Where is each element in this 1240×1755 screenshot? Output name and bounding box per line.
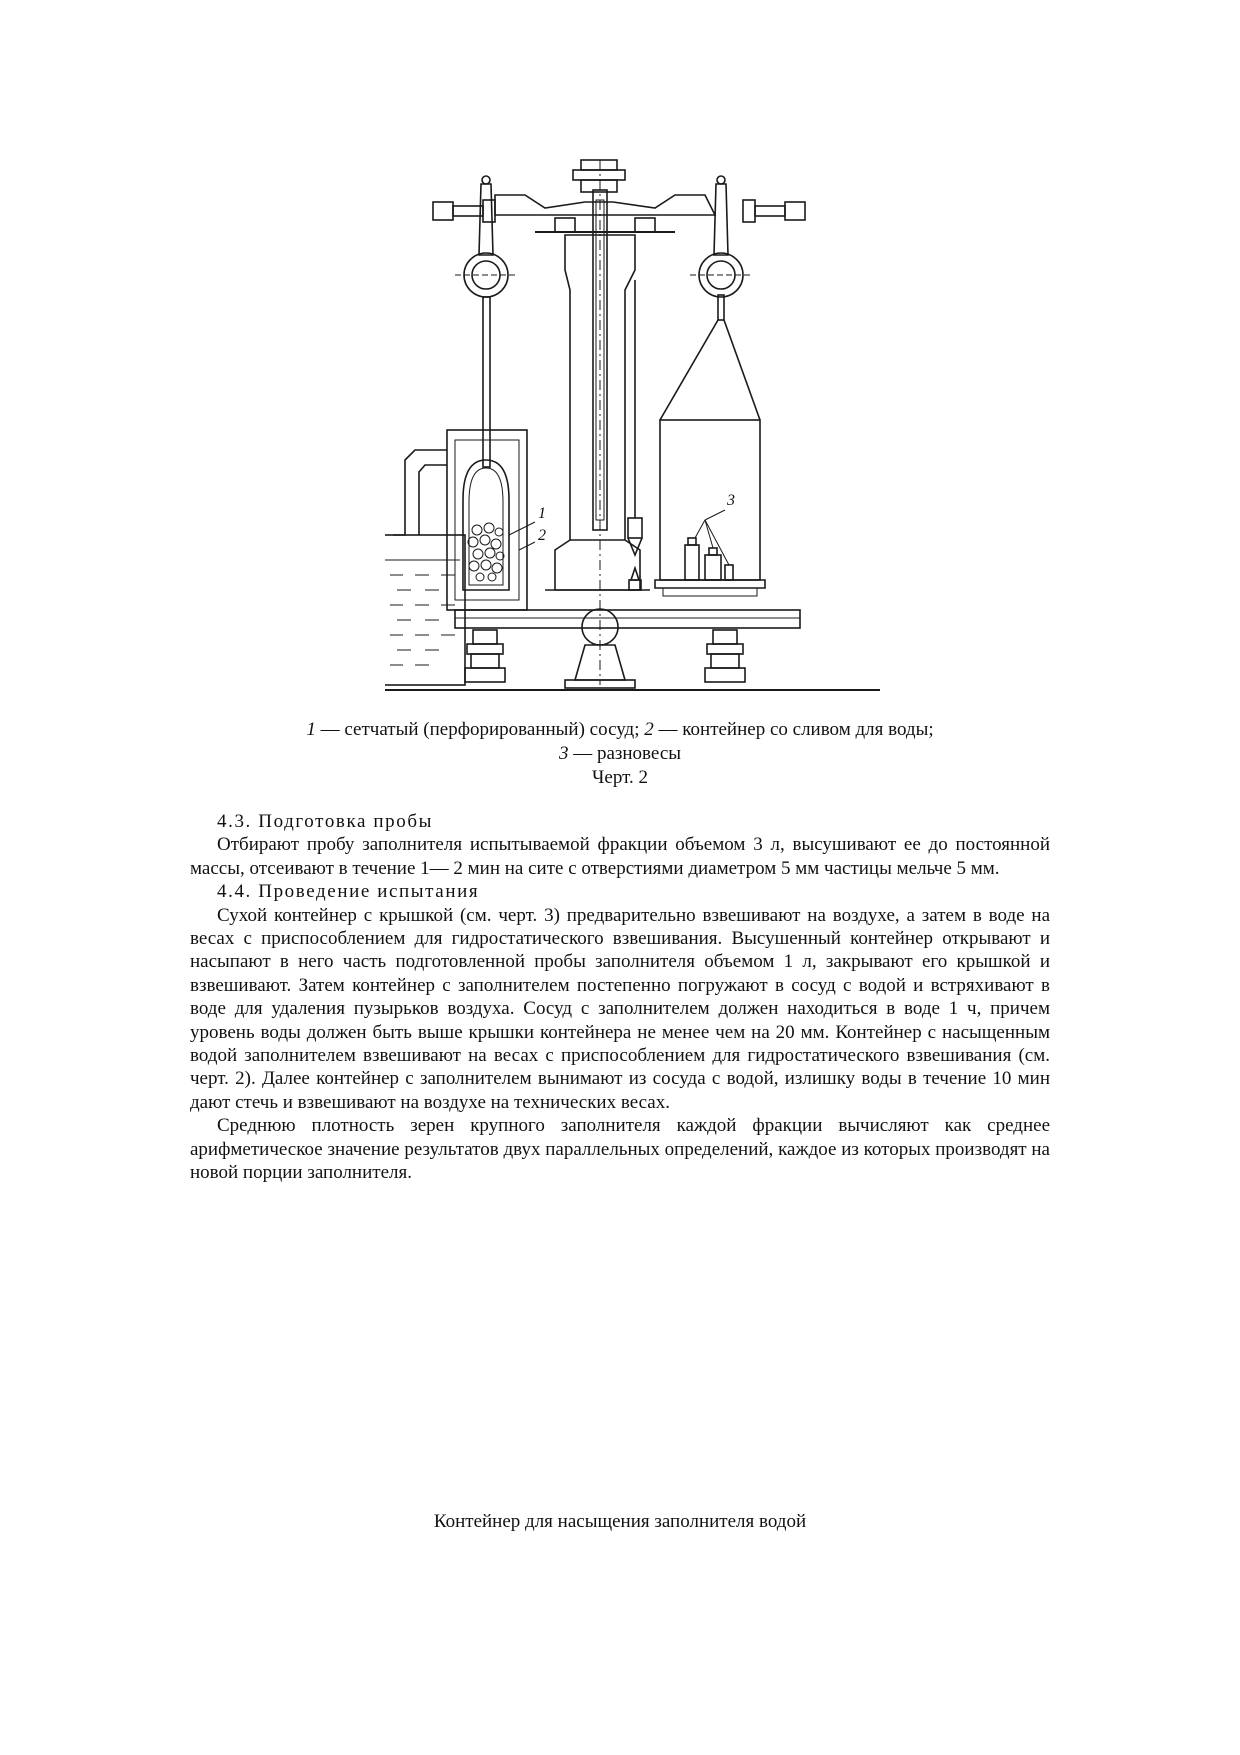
section-4-4-paragraph-1: Сухой контейнер с крышкой (см. черт. 3) предварительно взвешивают на воздухе, а затем в воде на весах с приспособлением для гидростатического взвешивания. Высушенный контейнер открывают и насыпают в него часть подготовленной пробы заполнителя объемом 1 л, закрывают его крышкой и взвешивают. Затем контейнер с заполнителем постепенно погружают в сосуд с водой и встряхивают в воде для удаления пузырьков воздуха. Сосуд с заполнителем должен находиться в воде 1 ч, причем уровень воды должен быть выше крышки контейнера не менее чем на 20 мм. Контейнер с насыщенным водой заполнителем взвешивают на весах с приспособлением для гидростатического взвешивания (см. черт. 2). Далее контейнер с заполнителем вынимают из сосуда с водой, излишку воды в течение 10 мин дают стечь и взвешивают на воздухе на технических весах. [190,904,1050,1113]
body-text [190,810,1050,1185]
section-4-3-paragraph: Отбирают пробу заполнителя испытываемой фракции объемом 3 л, высушивают ее до постоянной массы, отсеивают в течение 1— 2 мин на сите с отверстиями диаметром 5 мм частицы мельче 5 мм. [190,834,1050,879]
next-figure-title: Контейнер для насыщения заполнителя водой [433,1511,807,1532]
caption-item-3-number: 3 [558,743,569,764]
section-4-4-paragraph-2: Среднюю плотность зерен крупного заполнителя каждой фракции вычисляют как среднее арифметическое значение результатов двух параллельных определений, каждое из которых производят на новой порции заполнителя. [190,1115,1050,1184]
scale-drawing-svg [385,140,885,700]
figure-label: Черт. 2 [592,767,648,788]
callout-2: 2 [538,527,546,544]
caption-line-1 [190,718,1050,742]
caption-item-2-text: — контейнер со сливом для воды; [653,719,934,740]
callout-3: 3 [727,492,735,509]
callout-1: 1 [538,505,546,522]
caption-item-1-text: — сетчатый (перфорированный) сосуд; [315,719,645,740]
caption-line-2 [190,742,1050,766]
caption-item-1-number: 1 [306,719,316,740]
caption-item-2-number: 2 [644,719,654,740]
figure-caption [190,718,1050,790]
caption-item-3-text: — разновесы [568,743,682,764]
section-4-3-heading: 4.3. Подготовка пробы [217,811,434,832]
scale-drawing [385,140,885,700]
section-4-4-heading: 4.4. Проведение испытания [217,881,480,903]
